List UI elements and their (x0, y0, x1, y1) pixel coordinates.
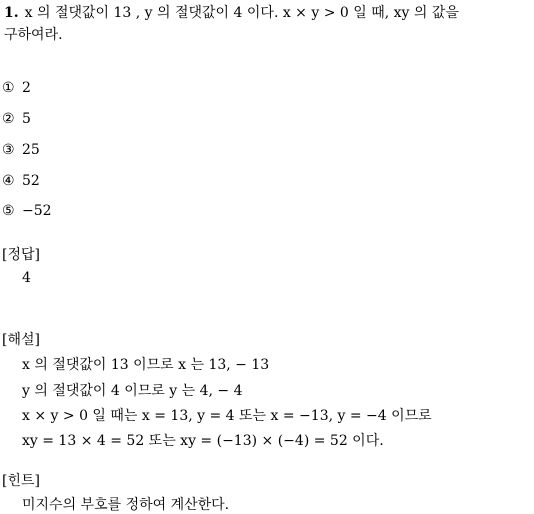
choice-text: 25 (22, 142, 40, 158)
choice-5[interactable] (2, 203, 52, 219)
choice-2[interactable] (2, 111, 31, 127)
choice-1[interactable] (2, 80, 31, 96)
choice-4[interactable] (2, 173, 40, 189)
choice-mark: ⑤ (2, 203, 15, 219)
explanation-line-1: x 의 절댓값이 13 이므로 x 는 13, − 13 (22, 357, 270, 373)
question-number: 1. (4, 5, 19, 21)
choice-mark: ③ (2, 142, 15, 158)
choice-3[interactable] (2, 142, 40, 158)
choice-mark: ① (2, 80, 15, 96)
question (4, 2, 459, 46)
explanation-line-4: xy = 13 × 4 = 52 또는 xy = (−13) × (−4) = 52 이다. (22, 433, 384, 449)
choice-text: 2 (22, 80, 31, 96)
answer-value: 4 (22, 270, 31, 286)
question-line-1: x 의 절댓값이 13 , y 의 절댓값이 4 이다. x × y > 0 일 때, xy 의 값을 (24, 5, 459, 21)
choice-text: 5 (22, 111, 31, 127)
answer-label: [정답] (2, 247, 40, 263)
choice-text: −52 (22, 203, 52, 219)
hint-text: 미지수의 부호를 정하여 계산한다. (22, 497, 230, 513)
explanation-line-2: y 의 절댓값이 4 이므로 y 는 4, − 4 (22, 383, 243, 399)
question-line-2: 구하여라. (4, 27, 63, 43)
choice-mark: ② (2, 111, 15, 127)
choice-text: 52 (22, 173, 40, 189)
explanation-label: [해설] (2, 332, 40, 348)
explanation-line-3: x × y > 0 일 때는 x = 13, y = 4 또는 x = −13, y = −4 이므로 (22, 408, 432, 424)
hint-label: [힌트] (2, 473, 40, 489)
choice-mark: ④ (2, 173, 15, 189)
